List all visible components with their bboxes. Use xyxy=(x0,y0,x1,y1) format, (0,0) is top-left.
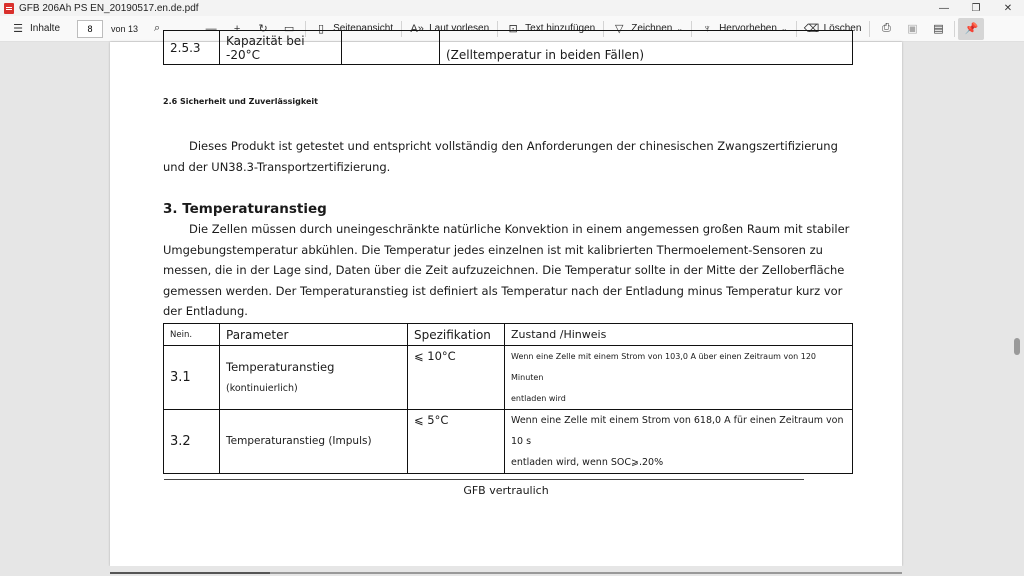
note-cell xyxy=(505,346,853,410)
separator xyxy=(869,21,870,37)
parameter-subtitle: (kontinuierlich) xyxy=(226,382,298,394)
pin-toolbar-button[interactable] xyxy=(958,18,984,40)
page-edge-mark xyxy=(270,572,902,574)
paragraph xyxy=(163,136,863,177)
row-number: 3.1 xyxy=(164,346,220,410)
close-button[interactable]: ✕ xyxy=(1003,2,1013,14)
fit-page-icon: ▭ xyxy=(283,23,295,35)
add-text-label: Text hinzufügen xyxy=(525,23,596,34)
highlight-icon: ♆ xyxy=(702,22,712,35)
page-view-label: Seitenansicht xyxy=(333,23,394,34)
spec-cell: ⩽ 10°C xyxy=(408,346,505,410)
temperature-table xyxy=(163,323,853,474)
search-icon: ⌕ xyxy=(153,22,161,34)
save-as-button[interactable] xyxy=(925,18,951,40)
chevron-down-icon[interactable]: ⌄ xyxy=(780,24,788,33)
vertical-scrollbar[interactable] xyxy=(1012,42,1024,576)
parameter-cell xyxy=(220,346,408,410)
pdf-page xyxy=(110,33,902,566)
note-line: entladen wird, wenn SOC⩾.20% xyxy=(511,457,664,468)
contents-label: Inhalte xyxy=(30,23,61,34)
paragraph xyxy=(163,219,863,322)
parameter-name: Temperaturanstieg xyxy=(226,359,335,374)
pdf-file-icon xyxy=(4,3,14,14)
erase-label: Löschen xyxy=(823,23,862,34)
page-footer: GFB vertraulich xyxy=(463,484,549,497)
note-cell xyxy=(505,410,853,474)
highlight-label: Hervorheben xyxy=(719,23,777,34)
rotate-icon: ↻ xyxy=(258,23,268,35)
print-button[interactable] xyxy=(873,18,899,40)
section-heading: 2.6 Sicherheit und Zuverlässigkeit xyxy=(163,97,318,106)
draw-label: Zeichnen xyxy=(631,23,673,34)
note-line: entladen wird xyxy=(511,394,566,403)
row-number: 2.5.3 xyxy=(164,31,220,65)
plus-icon: + xyxy=(233,22,241,35)
spec-cell: ⩽ 5°C xyxy=(408,410,505,474)
save-as-icon: ▤ xyxy=(933,23,944,35)
parameter-cell: Temperaturanstieg (Impuls) xyxy=(220,410,408,474)
restore-button[interactable]: ❐ xyxy=(971,2,981,14)
footer-divider xyxy=(164,479,804,480)
list-icon: ☰ xyxy=(13,23,23,35)
next-page-edge xyxy=(0,566,1012,576)
column-header-note: Zustand /Hinweis xyxy=(505,324,853,346)
window-title: GFB 206Ah PS EN_20190517.en.de.pdf xyxy=(19,2,199,14)
note-cell: (Zelltemperatur in beiden Fällen) xyxy=(440,31,853,65)
page-content xyxy=(110,33,902,566)
text-box-icon: ⊡ xyxy=(508,23,518,35)
spec-table-partial xyxy=(163,30,853,65)
eraser-icon: ⌫ xyxy=(803,23,820,35)
note-line: Wenn eine Zelle mit einem Strom von 618,0 A für einen Zeitraum von 10 s xyxy=(511,415,844,447)
page-total-label: von 13 xyxy=(111,23,139,34)
separator xyxy=(954,21,955,37)
note-line: Wenn eine Zelle mit einem Strom von 103,0 A über einen Zeitraum von 120 Minuten xyxy=(511,352,816,382)
parameter-cell: Kapazität bei -20°C xyxy=(220,31,342,65)
page-edge-mark xyxy=(110,572,270,574)
scrollbar-thumb[interactable] xyxy=(1014,338,1020,355)
paragraph-text: Die Zellen müssen durch uneingeschränkte natürliche Konvektion in einem angemessen großen Raum mit stabiler Umgebungstemperatur abkühlen. Die Temperatur jedes einzelnen ist mit kalibrierten Thermoelement-Sensoren zu messen, die in der Lage sind, Daten über die Zeit aufzuzeichnen. Die Temperatur sollte in der Mitte der Zelloberfläche gemessen werden. Der Temperaturanstieg ist definiert als Temperatur nach der Entladung minus Temperatur kurz vor der Entladung. xyxy=(163,222,850,319)
column-header-spec: Spezifikation xyxy=(408,324,505,346)
contents-button[interactable] xyxy=(6,18,65,40)
column-header-parameter: Parameter xyxy=(220,324,408,346)
paragraph-text: Dieses Produkt ist getestet und entspricht vollständig den Anforderungen der chinesischen Zwangszertifizierung und der UN38.3-Transportzertifizierung. xyxy=(163,139,838,174)
column-header-no: Nein. xyxy=(164,324,220,346)
draw-icon: ▽ xyxy=(614,23,624,35)
minus-icon: — xyxy=(205,22,217,35)
section-heading: 3. Temperaturanstieg xyxy=(163,201,327,217)
save-icon: ▣ xyxy=(907,23,918,35)
page-number-input[interactable] xyxy=(77,20,103,38)
table-header-row xyxy=(164,324,853,346)
minimize-button[interactable]: — xyxy=(939,2,949,14)
spec-cell xyxy=(342,31,440,65)
page-view-icon: ▯ xyxy=(318,23,325,35)
pin-icon: 📌 xyxy=(964,23,979,35)
table-row xyxy=(164,31,853,65)
table-row xyxy=(164,410,853,474)
table-row xyxy=(164,346,853,410)
chevron-down-icon[interactable]: ⌄ xyxy=(676,24,684,33)
read-aloud-icon: A» xyxy=(410,22,424,35)
printer-icon: ⎙ xyxy=(881,22,891,34)
row-number: 3.2 xyxy=(164,410,220,474)
title-bar xyxy=(0,0,1024,16)
read-aloud-label: Laut vorlesen xyxy=(429,23,490,34)
save-button[interactable] xyxy=(899,18,925,40)
